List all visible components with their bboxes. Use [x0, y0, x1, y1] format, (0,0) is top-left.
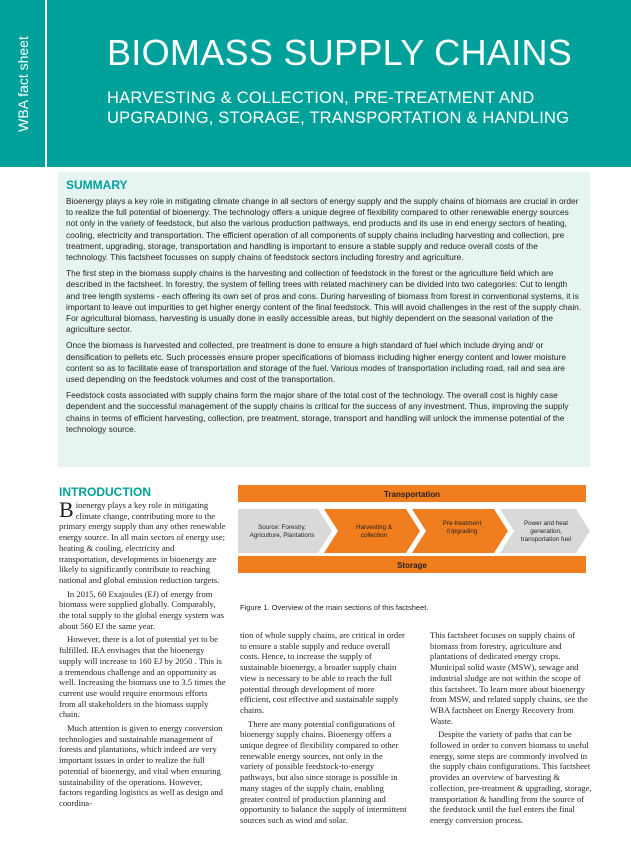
step-source-label: Agriculture, Plantations — [249, 532, 315, 539]
step-harvest-chevron — [324, 509, 420, 553]
supply-chain-figure — [238, 485, 591, 595]
intro-paragraph: However, there is a lot of potential yet to be fulfilled. IEA envisages that the bioenergy supply will increase to 160 EJ by 2050 . This is a tremendous challenge and an opportunity as well. Increasing the biomass use to 3.5 times the current use would require enormous efforts from all stakeholders in the biomass supply chain. — [59, 634, 226, 720]
intro-column-3 — [430, 630, 595, 826]
step-harvest-label: collection — [360, 532, 388, 539]
page-title: BIOMASS SUPPLY CHAINS — [107, 32, 573, 73]
intro-paragraph: In 2015, 60 Exajoules (EJ) of energy from biomass were supplied globally. Comparably, the total supply to the global energy system was about 560 EJ the same year. — [59, 588, 225, 631]
intro-column-1 — [59, 497, 226, 809]
summary-paragraph: Once the biomass is harvested and collected, pre treatment is done to ensure a high standard of fuel which include drying and/ or densification to pellets etc. Such processes ensure proper specifications of biomass including higher energy content and lower moisture content so as to facilitate ease of transportation and storage of the fuel. Various modes of transportation including road, rail and sea are used depending on the feedstock volumes and cost of the transportation. — [66, 340, 566, 385]
intro-paragraph: Much attention is given to energy conversion technologies and sustainable management of forests and plantations, which indeed are very important issues in order to realize the full potential of bioenergy, and vital when ensuring sustainability of the operations. However, factors regarding logistics as well as design and coordina- — [59, 723, 223, 808]
intro-paragraph-text: ioenergy plays a key role in mitigating climate change, contributing more to the primary energy supply than any other renewable energy source. In all main sectors of energy use; heating & cooling, electricity and transportation, developments in bioenergy are likely to significantly contribute to reaching national and global emission reduction targets. — [59, 500, 226, 585]
step-power-label: Power and heat — [523, 520, 569, 527]
summary-paragraph: Bioenergy plays a key role in mitigating climate change in all sectors of energy supply and the supply chains of biomass are crucial in order to realize the full potential of bioenergy. The technology offers a unique degree of flexibility compared to other renewable energy sources not only in the variety of feedstock, but also the various production pathways, end products and its use in end energy sectors of heating, cooling, electricity and transportation. The efficient operation of all components of supply chains including harvesting and collection, pre treatment, upgrading, storage, transportation and handling is important to ensure a stable supply and reduce overall costs of the technology. This factsheet focusses on supply chains of feedstock sectors including forestry and agriculture. — [66, 196, 579, 263]
dropcap: B — [59, 497, 74, 522]
step-pretreat-label: Pre-treatment — [442, 520, 482, 527]
intro-paragraph: This factsheet focuses on supply chains of biomass from forestry, agriculture and plantations of dedicated energy crops. Municipal solid waste (MSW), sewage and industrial sludge are not within the scope of this factsheet. To learn more about bioenergy from MSW, and related supply chains, see the WBA factsheet on Energy Recovery from Waste. — [430, 630, 588, 726]
side-tag-label: WBA fact sheet — [14, 35, 31, 132]
summary-box — [58, 172, 590, 467]
supply-chain-diagram — [238, 485, 591, 595]
intro-column-2 — [240, 630, 407, 826]
step-power-label: transportation fuel — [520, 536, 572, 543]
page-subtitle — [107, 88, 607, 128]
summary-heading: SUMMARY — [66, 178, 128, 192]
intro-paragraph — [59, 497, 226, 586]
step-source-label: Source: Forestry, — [258, 524, 306, 531]
step-pretreat-label: /Upgrading — [446, 528, 478, 535]
side-tag — [0, 0, 47, 167]
summary-paragraph: The first step in the biomass supply chains is the harvesting and collection of feedstock in the forest or the agriculture field which are described in the factsheet. In forestry, the system of felling trees with related machinery can be divided into two categories: Cut to length and tree length systems - each offering its own set of pros and cons. During harvesting of biomass from forest in conventional systems, it is important to leave out impurities to get higher energy content of the final feedstock. This will avoid challenges in the rest of the supply chain. For agricultural biomass, harvesting is usually done in easily accessible areas, but highly dependent on the seasonal variation of the agriculture sector. — [66, 268, 582, 335]
header-band — [0, 0, 631, 167]
storage-label: Storage — [397, 561, 427, 570]
subtitle-line: HARVESTING & COLLECTION, PRE-TREATMENT AND — [107, 89, 535, 107]
step-power-label: generation, — [530, 528, 562, 535]
transportation-label: Transportation — [383, 490, 441, 499]
subtitle-line: UPGRADING, STORAGE, TRANSPORTATION & HANDLING — [107, 109, 570, 127]
figure-caption: Figure 1. Overview of the main sections of this factsheet. — [240, 603, 429, 612]
intro-paragraph: There are many potential configurations of bioenergy supply chains. Bioenergy offers a unique degree of flexibility compared to other renewable energy sources, not only in the variety of possible feedstock-to-energy pathways, but also since storage is possible in many stages of the supply chain, enabling greater control of production planning and opportunity to balance the supply of intermittent sources such as wind and solar. — [240, 718, 407, 825]
intro-paragraph: Despite the variety of paths that can be followed in order to convert biomass to useful energy, some steps are commonly involved in the supply chain configurations. This factsheet provides an overview of harvesting & collection, pre-treatment & upgrading, storage, transportation & handling from the source of the feedstock until the fuel enters the final energy conversion process. — [430, 729, 592, 825]
step-harvest-label: Harvesting & — [355, 524, 393, 531]
summary-paragraph: Feedstock costs associated with supply chains form the major share of the total cost of the technology. The overall cost is highly case dependent and the successful management of the supply chains is critical for the success of any investment. Thus, improving the supply chains in terms of efficient harvesting, collection, pre treatment, storage, transport and handling will unlock the immense potential of the technology source. — [66, 390, 569, 434]
intro-paragraph: tion of whole supply chains, are critical in order to ensure a stable supply and reduce overall costs. Hence, to increase the supply of sustainable bioenergy, a broader supply chain view is necessary to be able to reach the full potential through development of more efficient, cost effective and sustainable supply chains. — [240, 630, 405, 715]
introduction-heading: INTRODUCTION — [59, 485, 151, 499]
step-source-chevron — [238, 509, 332, 553]
